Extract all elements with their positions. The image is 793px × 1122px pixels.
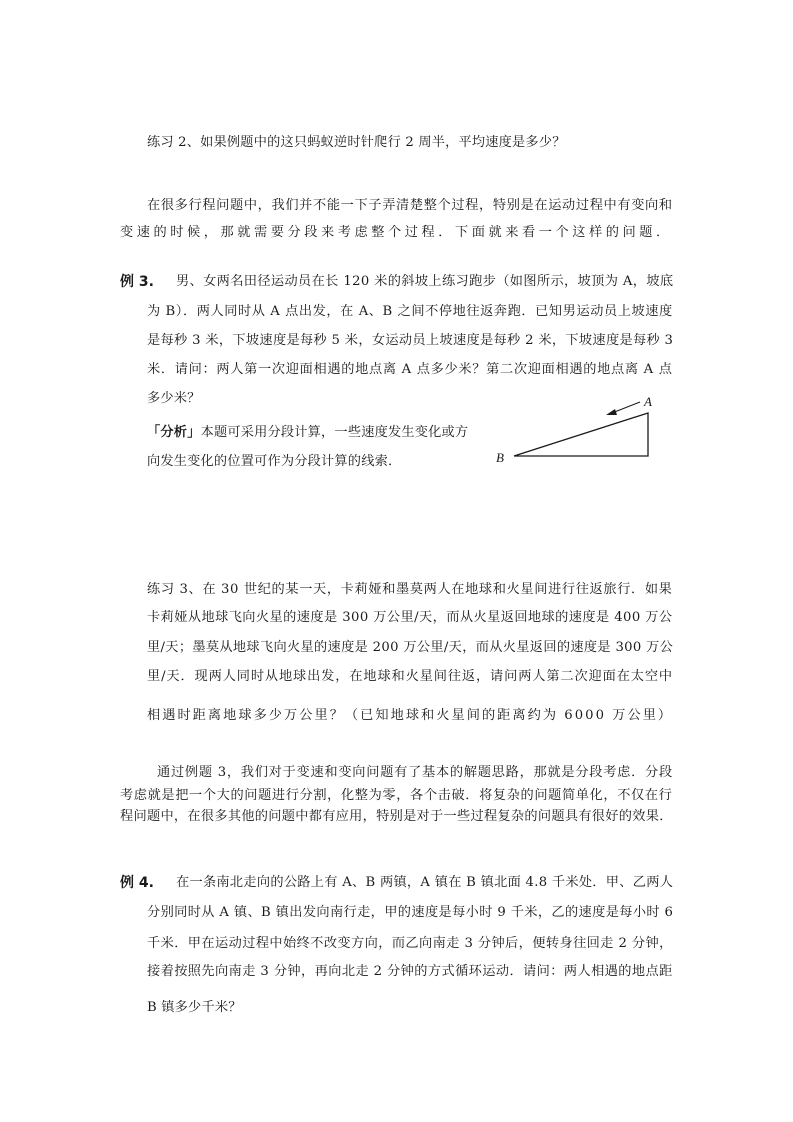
slope-triangle bbox=[514, 413, 648, 456]
point-a-label: A bbox=[644, 394, 652, 409]
analysis-line-1 bbox=[147, 425, 468, 441]
exercise-3-line-2: 卡莉娅从地球飞向火星的速度是 300 万公里/天，而从火星返回地球的速度是 400 万公 bbox=[147, 610, 673, 625]
example-3-line-2: 为 B）．两人同时从 A 点出发，在 A、B 之间不停地往返奔跑．已知男运动员上坡速度 bbox=[147, 304, 673, 319]
example-4-line-3: 千米．甲在运动过程中始终不改变方向，而乙向南走 3 分钟后，便转身往回走 2 分钟， bbox=[147, 936, 673, 951]
exercise-2-text: 练习 2、如果例题中的这只蚂蚁逆时针爬行 2 周半，平均速度是多少？ bbox=[147, 135, 566, 150]
example-4-line-4: 接着按照先向南走 3 分钟，再向北走 2 分钟的方式循环运动．请问：两人相遇的地点距 bbox=[147, 964, 673, 979]
example-4-line-5: B 镇多少千米？ bbox=[147, 1000, 242, 1015]
exercise-3-line-5: 相遇时距离地球多少万公里？（已知地球和火星间的距离约为 6000 万公里） bbox=[147, 708, 674, 723]
analysis-label: 「分析」 bbox=[147, 425, 201, 440]
example-3-line-4: 米．请问：两人第一次迎面相遇的地点离 A 点多少米？第二次迎面相遇的地点离 A 点 bbox=[147, 362, 673, 377]
example-3-label: 例 3. bbox=[120, 274, 154, 290]
exercise-3-line-4: 里/天．现两人同时从地球出发，在地球和火星间往返，请问两人第二次迎面在太空中 bbox=[147, 669, 673, 684]
exercise-3-line-1: 练习 3、在 30 世纪的某一天，卡莉娅和墨莫两人在地球和火星间进行往返旅行．如果 bbox=[147, 582, 673, 597]
exercise-3-line-3: 里/天；墨莫从地球飞向火星的速度是 200 万公里/天，而从火星返回的速度是 300 万公 bbox=[147, 640, 674, 655]
intro-line-1: 在很多行程问题中，我们并不能一下子弄清楚整个过程，特别是在运动过程中有变向和 bbox=[147, 198, 673, 213]
intro-line-2: 变速的时候，那就需要分段来考虑整个过程．下面就来看一个这样的问题． bbox=[120, 225, 673, 240]
direction-arrow-head-icon bbox=[606, 409, 617, 415]
analysis-text-1: 本题可采用分段计算，一些速度发生变化或方 bbox=[200, 425, 469, 440]
example-4-label: 例 4. bbox=[120, 875, 154, 891]
example-4-line-1: 在一条南北走向的公路上有 A、B 两镇，A 镇在 B 镇北面 4.8 千米处．甲、乙两人 bbox=[176, 875, 674, 890]
example-3-line-3: 是每秒 3 米，下坡速度是每秒 5 米，女运动员上坡速度是每秒 2 米，下坡速度是每秒 3 bbox=[147, 333, 674, 348]
point-b-label: B bbox=[496, 450, 504, 465]
direction-arrow-shaft bbox=[612, 402, 640, 413]
analysis-line-2: 向发生变化的位置可作为分段计算的线索． bbox=[147, 454, 402, 469]
summary-line-3: 程问题中，在很多其他的问题中都有应用，特别是对于一些过程复杂的问题具有很好的效果． bbox=[120, 809, 673, 824]
example-4-line-2: 分别同时从 A 镇、B 镇出发向南行走，甲的速度是每小时 9 千米，乙的速度是每小时 6 bbox=[147, 905, 674, 920]
summary-line-2: 考虑就是把一个大的问题进行分割，化整为零，各个击破．将复杂的问题简单化，不仅在行 bbox=[120, 788, 673, 803]
slope-diagram bbox=[490, 390, 680, 470]
example-3-line-1: 男、女两名田径运动员在长 120 米的斜坡上练习跑步（如图所示，坡顶为 A，坡底 bbox=[176, 274, 674, 289]
example-3-line-5: 多少米？ bbox=[147, 391, 201, 406]
summary-line-1: 通过例题 3，我们对于变速和变向问题有了基本的解题思路，那就是分段考虑．分段 bbox=[157, 765, 673, 780]
